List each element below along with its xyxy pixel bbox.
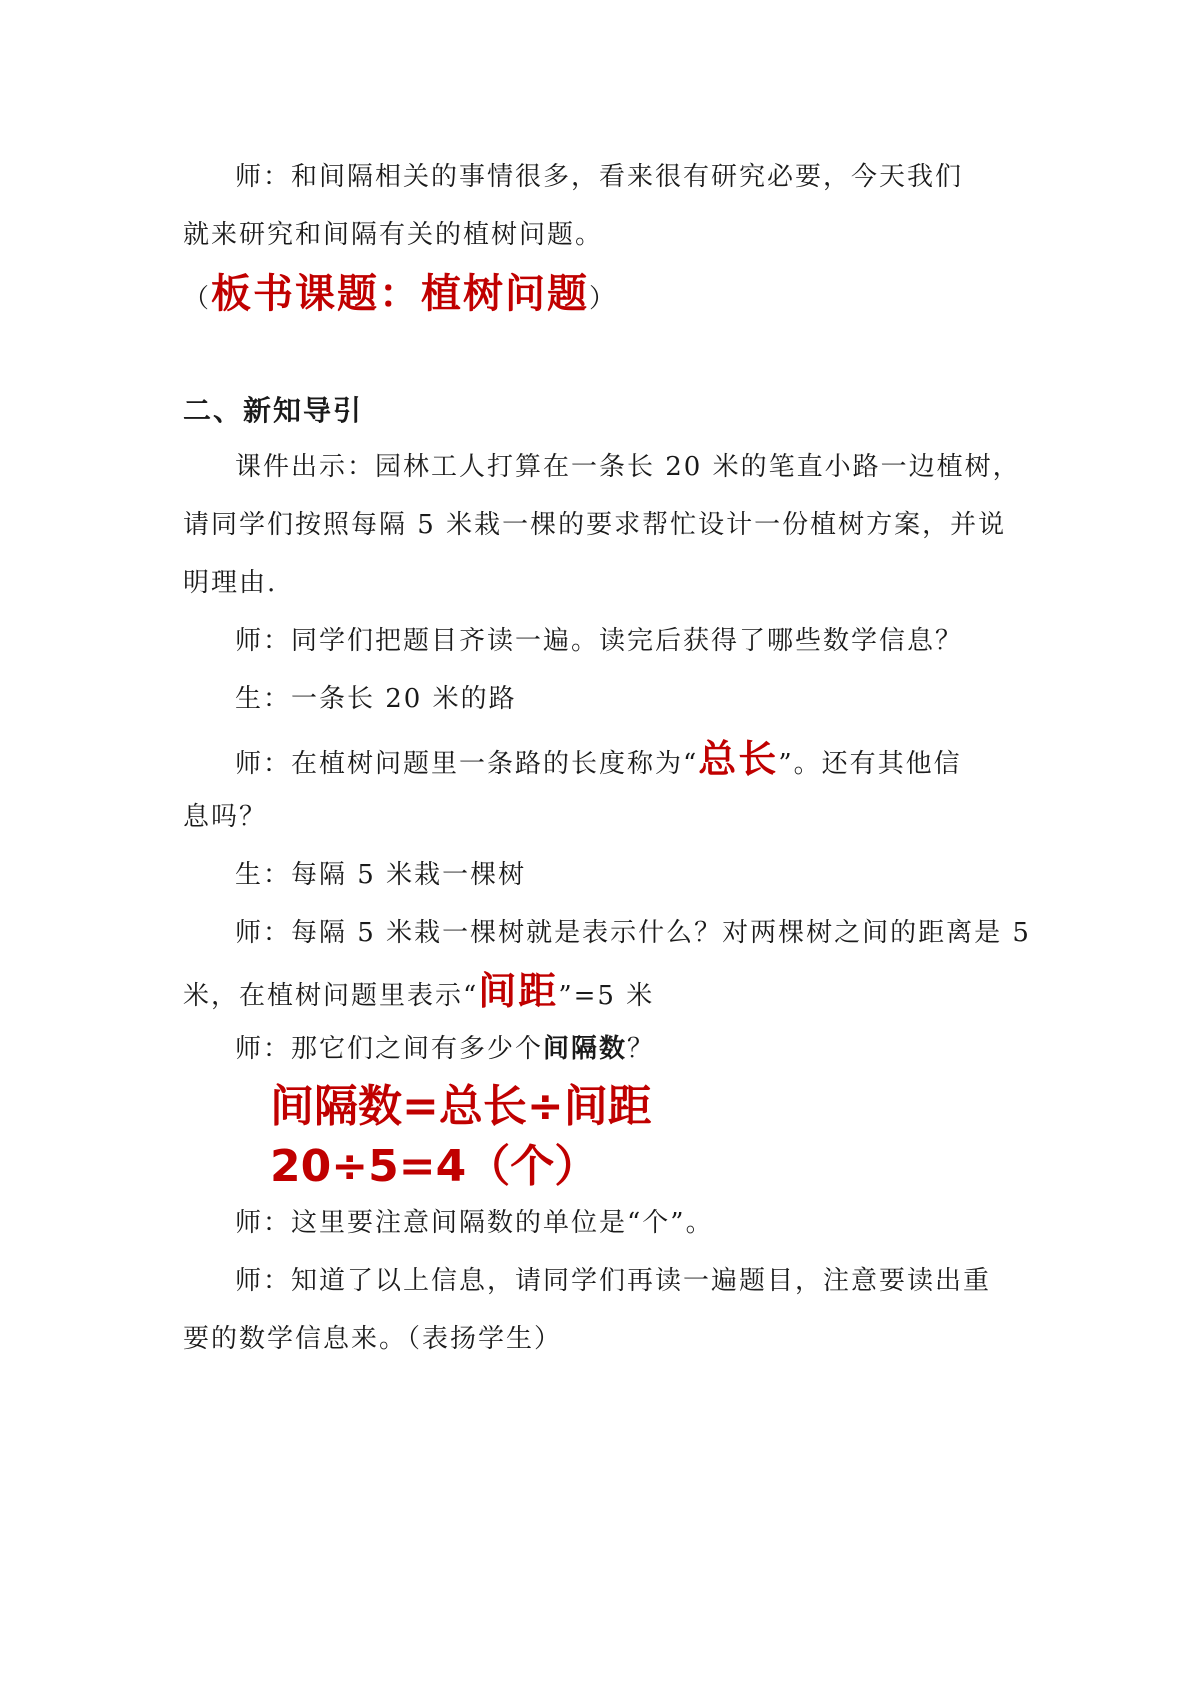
- spacing-after: ”=5 米: [558, 981, 655, 1011]
- paragraph-problem-line3: 明理由.: [183, 568, 278, 598]
- board-title-close-paren: ）: [589, 284, 618, 314]
- formula-calculation: [270, 1142, 598, 1192]
- paragraph-reread-line1: 师：知道了以上信息，请同学们再读一遍题目，注意要读出重: [235, 1266, 992, 1296]
- paragraph-spacing-line2: [183, 969, 1013, 1013]
- formula-interval-count: 间隔数=总长÷间距: [270, 1081, 652, 1132]
- paragraph-teacher-intro-line1: 师：和间隔相关的事情很多，看来很有研究必要，今天我们: [235, 162, 964, 192]
- board-title-open-paren: （: [183, 284, 212, 314]
- section-heading: 二、新知导引: [183, 394, 364, 427]
- paragraph-teacher-intro-line2: 就来研究和间隔有关的植树问题。: [183, 220, 604, 250]
- paragraph-student-answer1: 生：一条长 20 米的路: [235, 684, 517, 714]
- paragraph-total-length-line1: [235, 737, 1065, 781]
- board-title-line: [183, 272, 1013, 316]
- formula-calculation-main: 20÷5=4: [270, 1141, 467, 1192]
- formula-calculation-unit: （个）: [466, 1141, 599, 1192]
- term-interval-count: 间隔数: [543, 1034, 628, 1064]
- term-spacing: 间距: [478, 969, 559, 1013]
- paragraph-problem-line2: 请同学们按照每隔 5 米栽一棵的要求帮忙设计一份植树方案，并说: [183, 510, 1007, 540]
- total-length-after: ”。还有其他信: [778, 749, 962, 779]
- paragraph-student-answer2: 生：每隔 5 米栽一棵树: [235, 860, 527, 890]
- term-total-length: 总长: [698, 737, 779, 781]
- board-title: 板书课题：植树问题: [211, 271, 590, 317]
- interval-question-after: ？: [627, 1034, 656, 1064]
- paragraph-reread-line2: 要的数学信息来。（表扬学生）: [183, 1324, 563, 1354]
- interval-question-before: 师：那它们之间有多少个: [235, 1034, 544, 1064]
- paragraph-total-length-line2: 息吗？: [183, 802, 268, 832]
- paragraph-interval-question: [235, 1032, 1065, 1066]
- total-length-before: 师：在植树问题里一条路的长度称为“: [235, 749, 699, 779]
- spacing-before: 米，在植树问题里表示“: [183, 981, 479, 1011]
- paragraph-problem-line1: 课件出示：园林工人打算在一条长 20 米的笔直小路一边植树，: [235, 452, 1021, 482]
- paragraph-spacing-line1: 师：每隔 5 米栽一棵树就是表示什么？对两棵树之间的距离是 5: [235, 918, 1031, 948]
- paragraph-teacher-read: 师：同学们把题目齐读一遍。读完后获得了哪些数学信息？: [235, 626, 964, 656]
- paragraph-unit-note: 师：这里要注意间隔数的单位是“个”。: [235, 1208, 714, 1238]
